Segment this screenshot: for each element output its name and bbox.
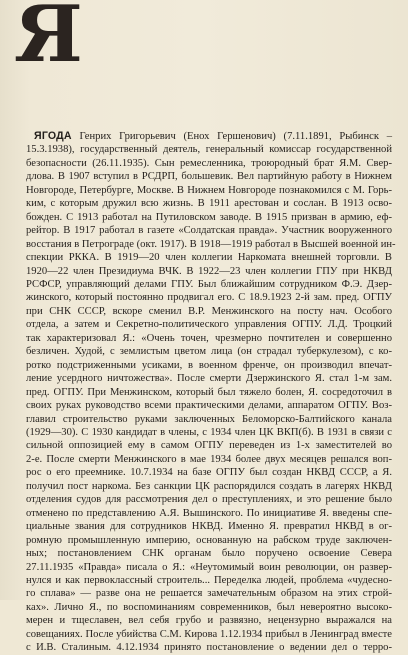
entry-text-line: ким, с которым дружил всю жизнь. В 1911 арестован и сослан. В 1913 осво- [26, 198, 392, 210]
entry-text-line: главил строительство руками заключенных Беломорско-Балтийского канала [26, 413, 392, 425]
entry-text-line: (1929—30). С 1930 кандидат в члены, с 1934 член ЦК ВКП(б). В 1931 в связи с [26, 426, 392, 438]
entry-text-line: божден. С 1913 работал на Путиловском заводе. В 1915 призван в армию, еф- [26, 211, 392, 223]
encyclopedia-entry [26, 130, 396, 655]
entry-text-line: ках». Лично Я., по воспоминаниям современников, был невероятно высоко- [26, 601, 392, 613]
entry-text-line: безличен. Худой, с землистым цветом лица (он страдал туберкулезом), с ко- [26, 346, 392, 358]
entry-text-line: своих руках руководство всеми практическими делами, аппаратом ОГПУ. Воз- [26, 400, 392, 412]
entry-text-line: ных; постановлением СНК органам было поручено освоение Севера [26, 548, 392, 560]
entry-headword: ЯГОДА [34, 130, 72, 142]
entry-text-line: нулся и как первоклассный строитель... Переделка людей, проблема «чудесно- [26, 574, 392, 586]
entry-text-line: 2-е. После смерти Менжинского в мае 1934 более двух месяцев решался воп- [26, 453, 392, 465]
entry-text-line: получил пост наркома. Без санкции ЦК распорядился создать в лагерях НКВД [26, 480, 392, 492]
entry-text-line: сильной оппозицией ему в самом ОГПУ переведен из 1-х заместителей во [26, 440, 392, 452]
entry-text-line: ротко подстриженными усиками, в военном френче, он производил впечат- [26, 359, 392, 371]
entry-text-line: безопасности (26.11.1935). Сын ремесленника, троюродный брат Я.М. Свер- [26, 157, 392, 169]
entry-text-line: ромную промышленную империю, основанную на рабском труде заключен- [26, 534, 392, 546]
entry-text-line: совещаниях. После убийства С.М. Кирова 1.12.1934 прибыл в Ленинград вместе [26, 628, 392, 640]
entry-text-line: Новгороде, Петербурге, Москве. В Нижнем Новгороде познакомился с М. Горь- [26, 184, 392, 196]
entry-text-line: рос о его преемнике. 10.7.1934 на базе ОГПУ был создан НКВД СССР, а Я. [26, 467, 392, 479]
entry-text-line: 27.11.1935 «Правда» писала о Я.: «Неутомимый воин революции, он развер- [26, 561, 392, 573]
entry-text-line: циальные звания для сотрудников НКВД. Именно Я. превратил НКВД в ог- [26, 521, 392, 533]
entry-text-line: го сплава» — разве она не решается замечательным образом на этих строй- [26, 588, 392, 600]
entry-first-line [26, 130, 392, 143]
entry-text-line: восстания в Петрограде (окт. 1917). В 1918—1919 работал в Высшей военной ин- [26, 238, 396, 250]
entry-text-line: с И.В. Сталиным. 4.12.1934 принято постановление о ведении дел о терро- [26, 642, 392, 654]
entry-text-line: отделения судов для рассмотрения дел о преступлениях, и это решение было [26, 494, 392, 506]
entry-text-line: 15.3.1938), государственный деятель, генеральный комиссар государственной [26, 144, 392, 156]
entry-text-line: жинского, который постоянно продвигал его. С 18.9.1923 2-й зам. пред. ОГПУ [26, 292, 392, 304]
entry-first-line-text: Генрих Григорьевич (Енох Гершенович) (7.11.1891, Рыбинск – [79, 131, 392, 142]
section-letter: Я [14, 0, 83, 80]
entry-text-line: РСФСР, управляющий делами ГПУ. Был ближайшим сотрудником Ф.Э. Дзер- [26, 278, 392, 290]
entry-text-line: так характеризовал Я.: «Очень точен, чрезмерно почтителен и совершенно [26, 332, 392, 344]
entry-text-line: 1920—22 член Президиума ВЧК. В 1922—23 член коллегии ГПУ при НКВД [26, 265, 392, 277]
entry-text-line: ление усердного ничтожества». После смерти Дзержинского Я. стал 1-м зам. [26, 373, 392, 385]
entry-text-line: отменено по представлению А.Я. Вышинского. По инициативе Я. введены спе- [26, 507, 392, 519]
entry-body [26, 143, 396, 654]
entry-text-line: длова. В 1907 вступил в РСДРП, большевик. Вел партийную работу в Нижнем [26, 171, 392, 183]
entry-text-line: спекции РККА. В 1919—20 член коллегии Наркомата внешней торговли. В [26, 252, 392, 264]
entry-text-line: при СНК СССР, вскоре сменил В.Р. Менжинского на посту нач. Особого [26, 305, 392, 317]
entry-text-line: отдела, а затем и Секретно-политического управления ОГПУ. Л.Д. Троцкий [26, 319, 392, 331]
entry-text-line: мерен и тщеславен, вел себя грубо и развязно, нецензурно выражался на [26, 615, 392, 627]
entry-text-line: пред. ОГПУ. При Менжинском, который был тяжело болен, Я. сосредоточил в [26, 386, 392, 398]
entry-text-line: рейтор. В 1917 работал в газете «Солдатская правда». Участник вооруженного [26, 225, 392, 237]
